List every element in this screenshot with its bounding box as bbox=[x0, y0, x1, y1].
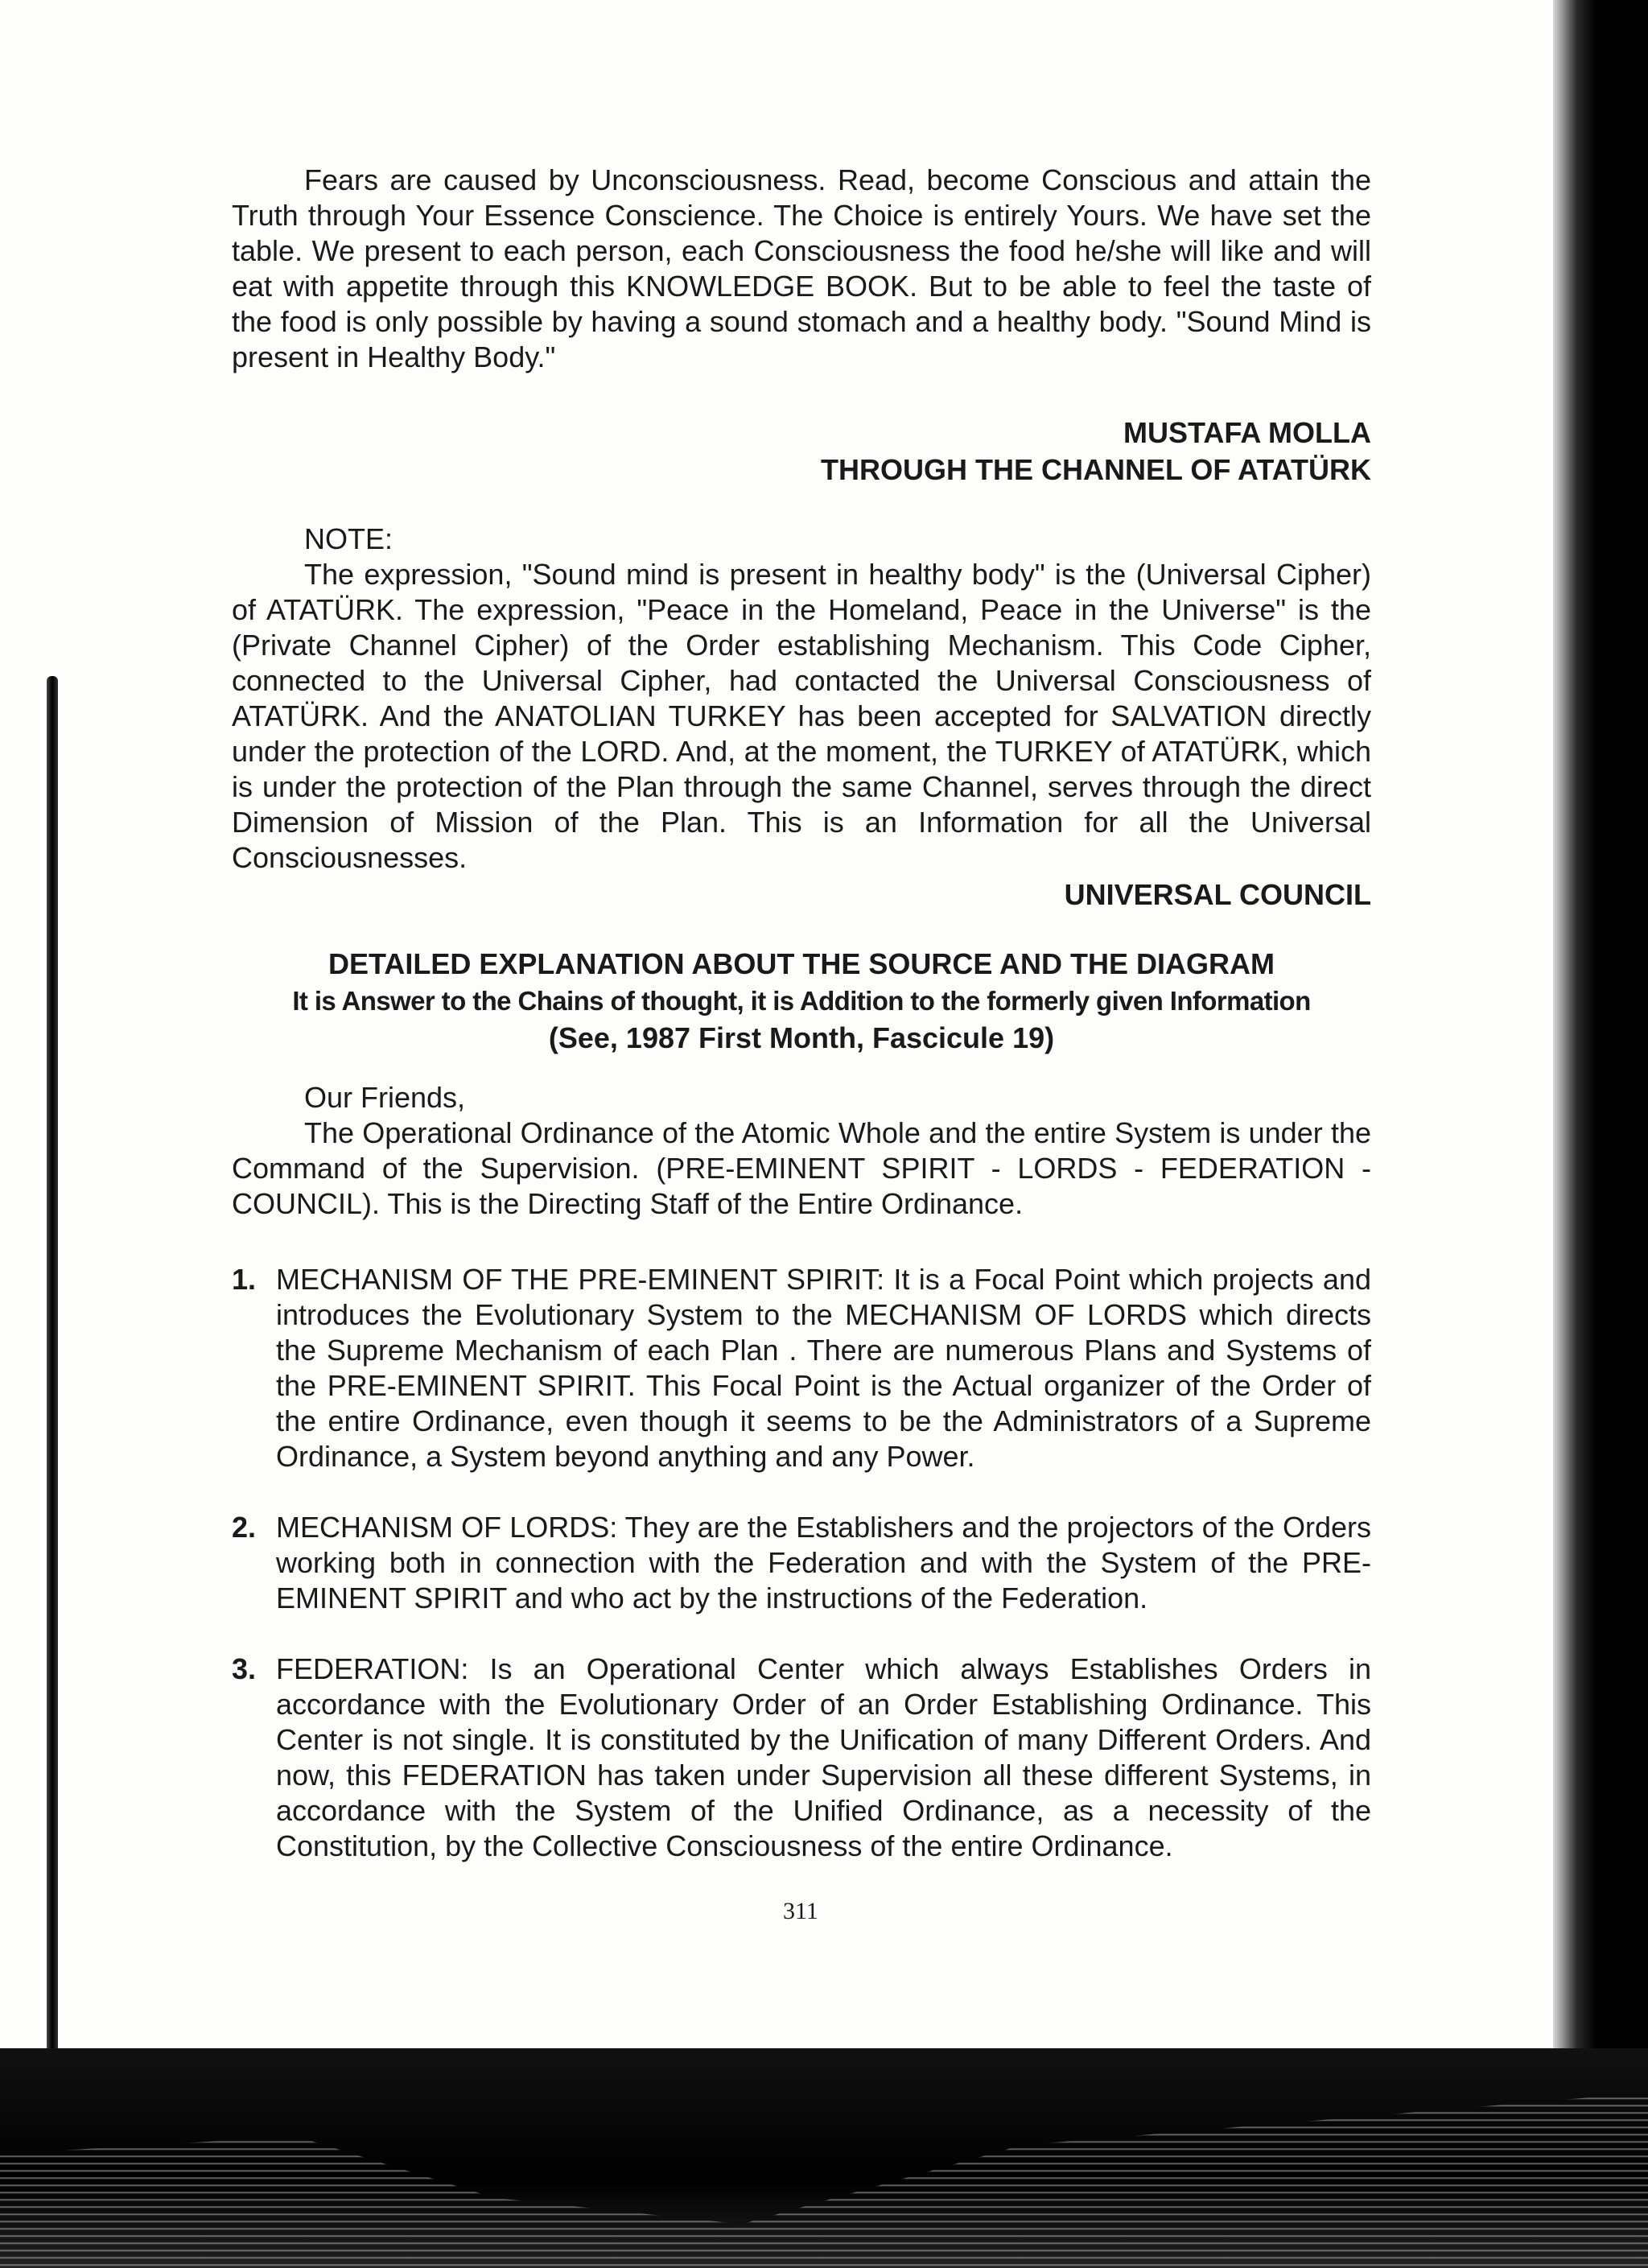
list-item bbox=[232, 1510, 1371, 1616]
binding-shadow bbox=[47, 676, 58, 2052]
intro-text: Fears are caused by Unconsciousness. Read, become Conscious and attain the Truth through Your Essence Conscience. The Choice is entirely Yours. We have set the table. We present to each person, each Consciousness the food he/she will like and will eat with appetite through this KNOWLEDGE BOOK. But to be able to feel the taste of the food is only possible by having a sound stomach and a healthy body. "Sound Mind is present in Healthy Body." bbox=[232, 163, 1371, 373]
item-text: MECHANISM OF THE PRE-EMINENT SPIRIT: It is a Focal Point which projects and introduces the Evolutionary System to the MECHANISM OF LORDS which directs the Supreme Mechanism of each Plan . There are numerous Plans and Systems of the PRE-EMINENT SPIRIT. This Focal Point is the Actual organizer of the Order of the entire Ordinance, even though it seems to be the Administrators of a Supreme Ordinance, a System beyond anything and any Power. bbox=[276, 1263, 1371, 1473]
opening-section bbox=[232, 1080, 1371, 1222]
section-heading bbox=[232, 946, 1371, 1057]
opening-text: The Operational Ordinance of the Atomic Whole and the entire System is under the Command of the Supervision. (PRE-EMINENT SPIRIT - LORDS - FEDERATION - COUNCIL). This is the Directing Staff of the Entire Ordinance. bbox=[232, 1116, 1371, 1220]
note-label: NOTE: bbox=[304, 522, 393, 555]
item-number: 3. bbox=[232, 1652, 257, 1685]
heading-reference: (See, 1987 First Month, Fascicule 19) bbox=[548, 1021, 1055, 1054]
salutation: Our Friends, bbox=[304, 1081, 466, 1114]
item-number: 1. bbox=[232, 1263, 257, 1296]
signature-universal-council bbox=[1065, 876, 1371, 913]
heading-subtitle: It is Answer to the Chains of thought, it is Addition to the formerly given Information bbox=[292, 986, 1311, 1016]
intro-paragraph bbox=[232, 163, 1371, 375]
note-section bbox=[232, 522, 1371, 876]
note-text: The expression, "Sound mind is present in healthy body" is the (Universal Cipher) of ATATÜRK. The expression, "Peace in the Homeland, Peace in the Universe" is the (Private Channel Cipher) of the Order establishing Mechanism. This Code Cipher, connected to the Universal Cipher, had contacted the Universal Consciousness of ATATÜRK. And the ANATOLIAN TURKEY has been accepted for SALVATION directly under the protection of the LORD. And, at the moment, the TURKEY of ATATÜRK, which is under the protection of the Plan through the same Channel, serves through the direct Dimension of Mission of the Plan. This is an Information for all the Universal Consciousnesses. bbox=[232, 558, 1371, 874]
list-item bbox=[232, 1652, 1371, 1864]
heading-title: DETAILED EXPLANATION ABOUT THE SOURCE AND THE DIAGRAM bbox=[328, 947, 1275, 980]
scan-edge-shadow-right bbox=[1553, 0, 1648, 2268]
signature-mustafa-molla bbox=[821, 414, 1371, 489]
signature-council-line: UNIVERSAL COUNCIL bbox=[1064, 878, 1371, 911]
item-text: FEDERATION: Is an Operational Center which always Establishes Orders in accordance with the Evolutionary Order of an Order Establishing Ordinance. This Center is not single. It is constituted by the Unification of many Different Orders. And now, this FEDERATION has taken under Supervision all these different Systems, in accordance with the System of the Unified Ordinance, as a necessity of the Constitution, by the Collective Consciousness of the entire Ordinance. bbox=[276, 1652, 1371, 1862]
signature-line-1: MUSTAFA MOLLA bbox=[1123, 416, 1371, 449]
list-item bbox=[232, 1262, 1371, 1474]
item-text: MECHANISM OF LORDS: They are the Establishers and the projectors of the Orders working both in connection with the Federation and with the System of the PRE-EMINENT SPIRIT and who act by the instructions of the Federation. bbox=[276, 1511, 1371, 1614]
item-number: 2. bbox=[232, 1511, 257, 1544]
signature-line-2: THROUGH THE CHANNEL OF ATATÜRK bbox=[821, 453, 1371, 486]
page-number: 311 bbox=[783, 1898, 818, 1924]
